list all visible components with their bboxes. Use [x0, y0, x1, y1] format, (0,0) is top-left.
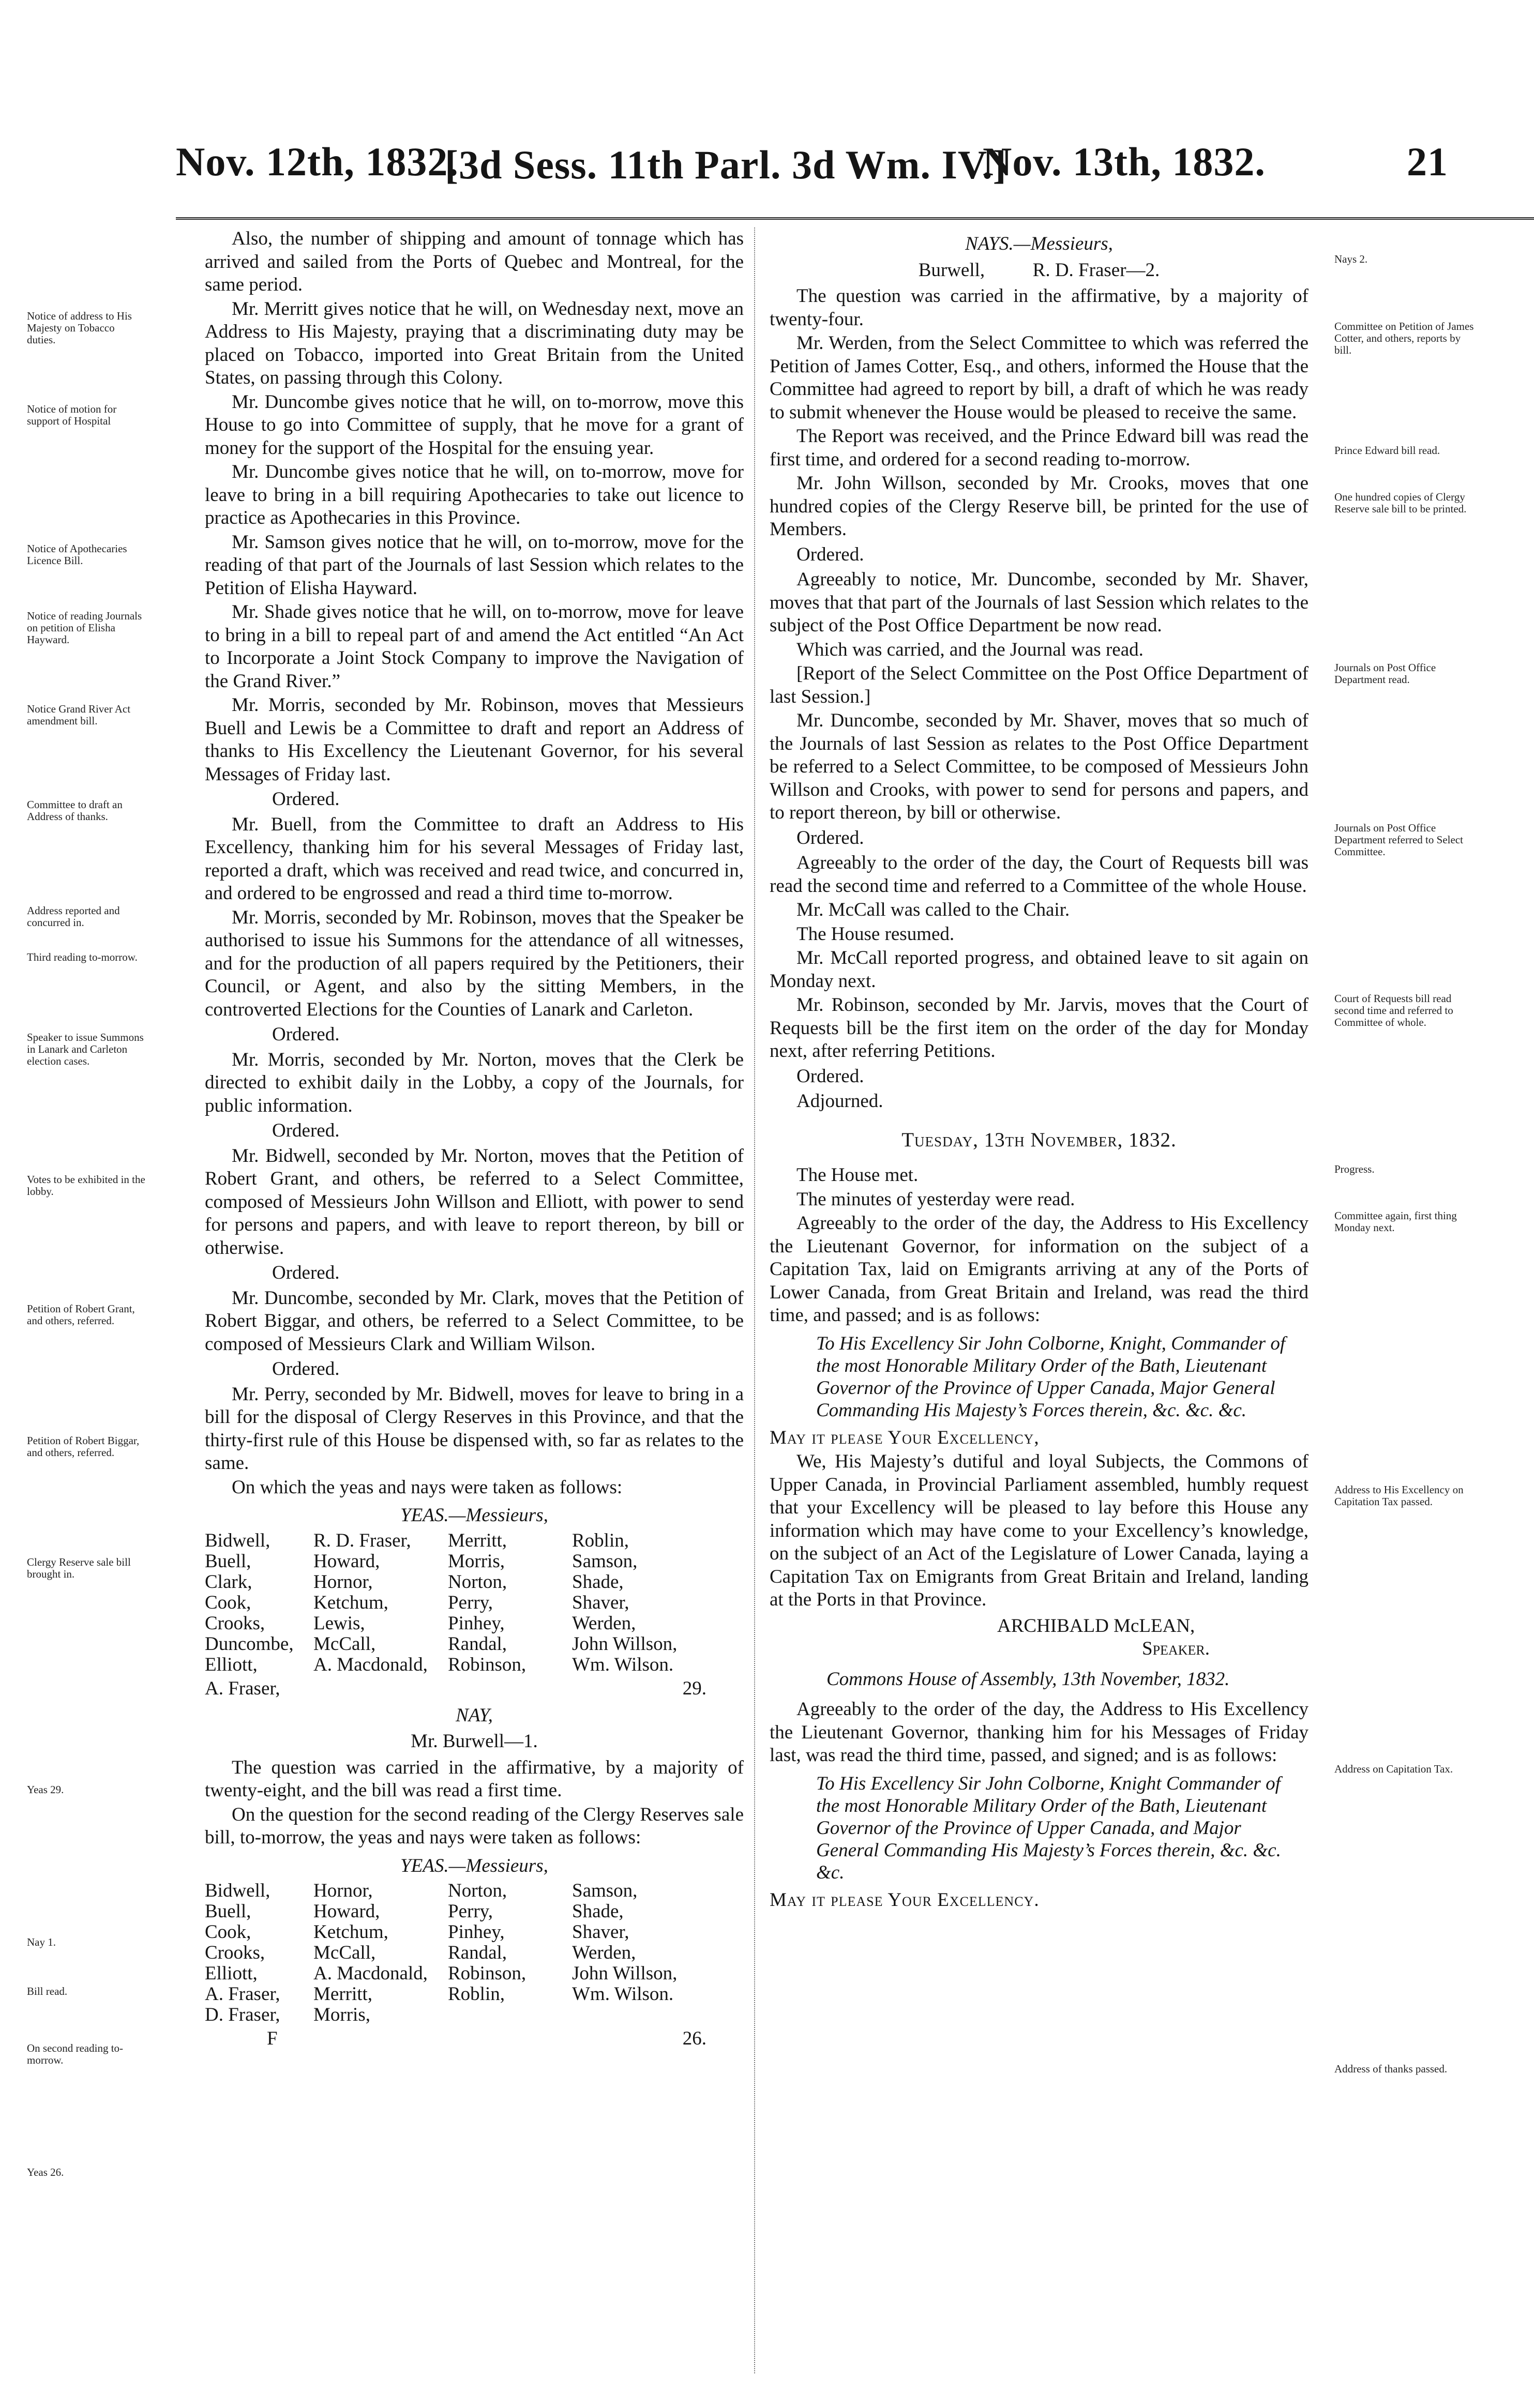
member-name: Werden,	[572, 1942, 636, 1963]
margin-note: Yeas 29.	[27, 1783, 64, 1796]
member-name: Randal,	[448, 1633, 507, 1655]
member-name: Randal,	[448, 1942, 507, 1963]
margin-note: Committee on Petition of James Cotter, and others, reports by bill.	[1334, 320, 1474, 356]
address-salutation: To His Excellency Sir John Colborne, Knight Commander of the most Honorable Military Order of the Bath, Lieutenant Governor of the Province of Upper Canada, and Major General Commanding His Majesty’s Forces therein, &c. &c. &c.	[816, 1773, 1281, 1883]
header-date-right: Nov. 13th, 1832.	[983, 139, 1266, 184]
paragraph: Mr. McCall reported progress, and obtained leave to sit again on Monday next.	[770, 947, 1309, 992]
member-name: Howard,	[313, 1550, 380, 1572]
member-name: Morris,	[448, 1550, 505, 1572]
yeas-total: 29.	[682, 1677, 706, 1699]
ordered-line: Ordered.	[272, 1358, 340, 1380]
member-name: A. Macdonald,	[313, 1654, 428, 1675]
ordered-line: Ordered.	[272, 1024, 340, 1045]
paragraph: Mr. Duncombe, seconded by Mr. Shaver, moves that so much of the Journals of last Session as relates to the Post Office Department be referred to a Select Committee, to be composed of Messieurs John Willson and Crooks, with power to send for persons and papers, and to report thereon, by bill or otherwise.	[770, 710, 1309, 823]
member-name: A. Macdonald,	[313, 1963, 428, 1984]
margin-note: Court of Requests bill read second time and referred to Committee of whole.	[1334, 992, 1453, 1028]
member-name: Pinhey,	[448, 1612, 505, 1634]
margin-note: Clergy Reserve sale bill brought in.	[27, 1556, 131, 1580]
paragraph: We, His Majesty’s dutiful and loyal Subjects, the Commons of Upper Canada, in Provincial Parliament assembled, humbly request that your Excellency will be pleased to lay before this House any information which may have come to your Excellency’s knowledge, on the subject of an Act of the Legislature of Lower Canada, laying a Capitation Tax on Emigrants from Great Britain and Ireland, landing at the Ports in that Province.	[770, 1451, 1309, 1610]
member-name: Hornor,	[313, 1571, 373, 1593]
yeas-list-tail	[205, 2028, 744, 2049]
margin-note: Committee again, first thing Monday next.	[1334, 1209, 1457, 1234]
paragraph: [Report of the Select Committee on the Post Office Department of last Session.]	[770, 663, 1309, 707]
yeas-total: 26.	[682, 2028, 706, 2049]
paragraph: Mr. Morris, seconded by Mr. Norton, moves that the Clerk be directed to exhibit daily in the Lobby, a copy of the Journals, for public information.	[205, 1049, 744, 1116]
header-rule	[176, 217, 1534, 220]
yeas-list	[205, 1531, 744, 1675]
member-name: Wm. Wilson.	[572, 1654, 674, 1675]
paragraph: Mr. McCall was called to the Chair.	[796, 899, 1070, 920]
member-name: Elliott,	[205, 1654, 258, 1675]
member-name: Norton,	[448, 1571, 507, 1593]
paragraph: On the question for the second reading of the Clergy Reserves sale bill, to-morrow, the yeas and nays were taken as follows:	[205, 1804, 744, 1848]
margin-note: Address reported and concurred in.	[27, 904, 120, 929]
paragraph: Mr. Werden, from the Select Committee to which was referred the Petition of James Cotter, Esq., and others, informed the House that the Committee had agreed to report by bill, a draft of which he was ready to submit whenever the House would be pleased to receive the same.	[770, 332, 1309, 423]
paragraph: Mr. Duncombe gives notice that he will, on to-morrow, move this House to go into Committee of supply, that he move for a grant of money for the support of the Hospital for the ensuing year.	[205, 391, 744, 459]
member-name: Ketchum,	[313, 1592, 388, 1613]
member-name: Bidwell,	[205, 1529, 270, 1551]
member-name: Ketchum,	[313, 1921, 388, 1943]
member-name: Shaver,	[572, 1592, 629, 1613]
paragraph: Mr. Perry, seconded by Mr. Bidwell, moves for leave to bring in a bill for the disposal of Clergy Reserves in this Province, and that the thirty-first rule of this House be dispensed with, so far as relates to the same.	[205, 1383, 744, 1474]
member-name: Samson,	[572, 1550, 638, 1572]
nay-list: Mr. Burwell—1.	[411, 1731, 538, 1752]
page-number: 21	[1407, 139, 1448, 184]
member-name: Werden,	[572, 1612, 636, 1634]
paragraph: The minutes of yesterday were read.	[796, 1188, 1075, 1210]
paragraph: The House resumed.	[796, 923, 955, 945]
paragraph: Mr. Duncombe, seconded by Mr. Clark, moves that the Petition of Robert Biggar, and others, be referred to a Select Committee, to be composed of Messieurs Clark and William Wilson.	[205, 1287, 744, 1355]
right-column	[770, 228, 1309, 1913]
yeas-heading: YEAS.—Messieurs,	[400, 1505, 548, 1526]
margin-note: One hundred copies of Clergy Reserve sale bill to be printed.	[1334, 491, 1467, 515]
margin-note: Address to His Excellency on Capitation Tax passed.	[1334, 1483, 1464, 1508]
yeas-heading: YEAS.—Messieurs,	[400, 1855, 548, 1876]
margin-note: Address on Capitation Tax.	[1334, 1763, 1453, 1775]
ordered-line: Ordered.	[796, 827, 864, 849]
member-name: Crooks,	[205, 1942, 265, 1963]
margin-note: Progress.	[1334, 1163, 1375, 1175]
member-name: Samson,	[572, 1880, 638, 1901]
member-name: Clark,	[205, 1571, 252, 1593]
member-name: Buell,	[205, 1550, 251, 1572]
member-name: Bidwell,	[205, 1880, 270, 1901]
yeas-list	[205, 1881, 744, 2025]
margin-note: Notice of reading Journals on petition of Elisha Hayward.	[27, 610, 142, 646]
margin-note: Nay 1.	[27, 1936, 56, 1948]
margin-note: Notice of Apothecaries Licence Bill.	[27, 542, 127, 567]
column-divider	[754, 228, 755, 2373]
nay-heading: NAY,	[456, 1704, 493, 1726]
margin-note: Speaker to issue Summons in Lanark and Carleton election cases.	[27, 1031, 144, 1067]
speaker-name: ARCHIBALD McLEAN,	[997, 1615, 1195, 1637]
member-name: Cook,	[205, 1921, 251, 1943]
member-name: McCall,	[313, 1942, 376, 1963]
ordered-line: Ordered.	[272, 1120, 340, 1141]
member-name: Roblin,	[448, 1983, 505, 2005]
paragraph: Mr. Duncombe gives notice that he will, on to-morrow, move for leave to bring in a bill requiring Apothecaries to take out licence to practice as Apothecaries in this Province.	[205, 461, 744, 528]
paragraph: The House met.	[796, 1164, 919, 1186]
paragraph: Agreeably to the order of the day, the Address to His Excellency the Lieutenant Governor, thanking him for his Messages of Friday last, was read the third time, passed, and signed; and is as follows:	[770, 1699, 1309, 1766]
may-it-please: May it please Your Excellency,	[770, 1427, 1040, 1448]
paragraph: Mr. Morris, seconded by Mr. Robinson, moves that the Speaker be authorised to issue his Summons for the attendance of all witnesses, and for the production of all papers required by the Petitioners, their Council, or Agent, and also by the sitting Members, in the controverted Elections for the Counties of Lanark and Carleton.	[205, 906, 744, 1020]
ordered-line: Ordered.	[796, 543, 864, 565]
paragraph: Mr. Buell, from the Committee to draft an Address to His Excellency, thanking him for his several Messages of Friday last, reported a draft, which was received and read twice, and concurred in, and ordered to be engrossed and read a third time to-morrow.	[205, 813, 744, 904]
member-name: A. Fraser,	[205, 1677, 280, 1699]
member-name: Robinson,	[448, 1654, 527, 1675]
member-name: Howard,	[313, 1901, 380, 1922]
member-name: Merritt,	[313, 1983, 373, 2005]
ordered-line: Ordered.	[272, 789, 340, 810]
margin-note: Votes to be exhibited in the lobby.	[27, 1173, 145, 1198]
left-column	[205, 228, 744, 2049]
member-name: A. Fraser,	[205, 1983, 280, 2005]
margin-note: Nays 2.	[1334, 253, 1368, 265]
margin-note: Journals on Post Office Department referred to Select Committee.	[1334, 822, 1463, 858]
ordered-line: Ordered.	[272, 1262, 340, 1283]
member-name: Shade,	[572, 1571, 624, 1593]
page-header	[176, 123, 1448, 201]
header-date-left: Nov. 12th, 1832.	[176, 139, 459, 184]
paragraph: The question was carried in the affirmative, by a majority of twenty-four.	[770, 285, 1309, 330]
paragraph: Also, the number of shipping and amount of tonnage which has arrived and sailed from the Ports of Quebec and Montreal, for the same period.	[205, 228, 744, 295]
member-name: John Willson,	[572, 1963, 678, 1984]
member-name: Cook,	[205, 1592, 251, 1613]
member-name: Hornor,	[313, 1880, 373, 1901]
member-name: Shade,	[572, 1901, 624, 1922]
member-name: D. Fraser,	[205, 2004, 280, 2025]
margin-note: Address of thanks passed.	[1334, 2063, 1448, 2075]
member-name: Crooks,	[205, 1612, 265, 1634]
ordered-line: Ordered.	[796, 1065, 864, 1087]
margin-note: Petition of Robert Biggar, and others, referred.	[27, 1434, 140, 1459]
member-name: Perry,	[448, 1592, 493, 1613]
member-name: Pinhey,	[448, 1921, 505, 1943]
may-it-please: May it please Your Excellency.	[770, 1889, 1040, 1911]
margin-note: On second reading to-morrow.	[27, 2042, 124, 2066]
paragraph: Agreeably to notice, Mr. Duncombe, seconded by Mr. Shaver, moves that that part of the Journals of last Session which relates to the subject of the Post Office Department be now read.	[770, 569, 1309, 636]
nays-heading: NAYS.—Messieurs,	[965, 233, 1113, 254]
adjourned-line: Adjourned.	[796, 1091, 883, 1112]
paragraph: The Report was received, and the Prince Edward bill was read the first time, and ordered for a second reading to-morrow.	[770, 426, 1309, 470]
member-name: John Willson,	[572, 1633, 678, 1655]
member-name: Robinson,	[448, 1963, 527, 1984]
member-name: Elliott,	[205, 1963, 258, 1984]
paragraph: Mr. Samson gives notice that he will, on to-morrow, move for the reading of that part of the Journals of last Session which relates to the Petition of Elisha Hayward.	[205, 531, 744, 599]
member-name	[572, 2005, 712, 2025]
margin-note: Committee to draft an Address of thanks.	[27, 798, 123, 823]
member-name: McCall,	[313, 1633, 376, 1655]
member-name: Norton,	[448, 1880, 507, 1901]
date-heading: Tuesday, 13th November, 1832.	[901, 1128, 1177, 1151]
address-salutation: To His Excellency Sir John Colborne, Knight, Commander of the most Honorable Military Order of the Bath, Lieutenant Governor of the Province of Upper Canada, Major General Commanding His Majesty’s Forces therein, &c. &c. &c.	[816, 1332, 1286, 1421]
member-name: Duncombe,	[205, 1633, 294, 1655]
paragraph: Mr. John Willson, seconded by Mr. Crooks, moves that one hundred copies of the Clergy Reserve bill, be printed for the use of Members.	[770, 473, 1309, 540]
paragraph: Mr. Robinson, seconded by Mr. Jarvis, moves that the Court of Requests bill be the first item on the order of the day for Monday next, after referring Petitions.	[770, 994, 1309, 1062]
nays-list: Burwell, R. D. Fraser—2.	[918, 259, 1160, 281]
member-name: Lewis,	[313, 1612, 365, 1634]
margin-note: Petition of Robert Grant, and others, referred.	[27, 1303, 135, 1327]
member-name: Merritt,	[448, 1529, 507, 1551]
paragraph: Agreeably to the order of the day, the Court of Requests bill was read the second time and referred to a Committee of the whole House.	[770, 852, 1309, 897]
paragraph: Mr. Bidwell, seconded by Mr. Norton, moves that the Petition of Robert Grant, and others, be referred to a Select Committee, composed of Messieurs John Willson and Elliott, with power to send for persons and papers, and with leave to report thereon, by bill or otherwise.	[205, 1145, 744, 1259]
commons-house-date: Commons House of Assembly, 13th November, 1832.	[826, 1668, 1230, 1690]
paragraph: Mr. Merritt gives notice that he will, on Wednesday next, move an Address to His Majesty, praying that a discriminating duty may be placed on Tobacco, imported into Great Britain from the United States, on passing through this Colony.	[205, 298, 744, 388]
margin-note: Third reading to-morrow.	[27, 951, 138, 963]
margin-note: Journals on Post Office Department read.	[1334, 661, 1436, 686]
margin-note: Prince Edward bill read.	[1334, 444, 1440, 457]
member-name: Shaver,	[572, 1921, 629, 1943]
margin-note: Yeas 26.	[27, 2166, 64, 2178]
member-name: Roblin,	[572, 1529, 629, 1551]
margin-note: Notice of address to His Majesty on Tobacco duties.	[27, 310, 132, 346]
printer-signature: F	[267, 2028, 278, 2049]
member-name: R. D. Fraser,	[313, 1529, 411, 1551]
paragraph: The question was carried in the affirmative, by a majority of twenty-eight, and the bill was read a first time.	[205, 1756, 744, 1801]
margin-note: Notice Grand River Act amendment bill.	[27, 703, 131, 727]
member-name: Wm. Wilson.	[572, 1983, 674, 2005]
paragraph: Which was carried, and the Journal was read.	[796, 639, 1144, 660]
margin-note: Bill read.	[27, 1985, 68, 1997]
paragraph: Agreeably to the order of the day, the Address to His Excellency the Lieutenant Governor, for information on the subject of a Capitation Tax, laid on Emigrants arriving at any of the Ports of Lower Canada, from Great Britain and Ireland, was read the third time, and passed; and is as follows:	[770, 1213, 1309, 1326]
yeas-list-tail	[205, 1678, 744, 1699]
paragraph: On which the yeas and nays were taken as follows:	[232, 1476, 623, 1498]
member-name: Buell,	[205, 1901, 251, 1922]
paragraph: Mr. Shade gives notice that he will, on to-morrow, move for leave to bring in a bill to repeal part of and amend the Act entitled “An Act to Incorporate a Joint Stock Company to improve the Navigation of the Grand River.”	[205, 601, 744, 692]
speaker-title: Speaker.	[1142, 1638, 1210, 1659]
member-name: Morris,	[313, 2004, 370, 2025]
header-session: [3d Sess. 11th Parl. 3d Wm. IV.]	[445, 142, 1007, 187]
member-name: Perry,	[448, 1901, 493, 1922]
paragraph: Mr. Morris, seconded by Mr. Robinson, moves that Messieurs Buell and Lewis be a Committee to draft and report an Address of thanks to His Excellency the Lieutenant Governor, for his several Messages of Friday last.	[205, 694, 744, 785]
member-name	[448, 2005, 572, 2025]
margin-note: Notice of motion for support of Hospital	[27, 403, 117, 427]
